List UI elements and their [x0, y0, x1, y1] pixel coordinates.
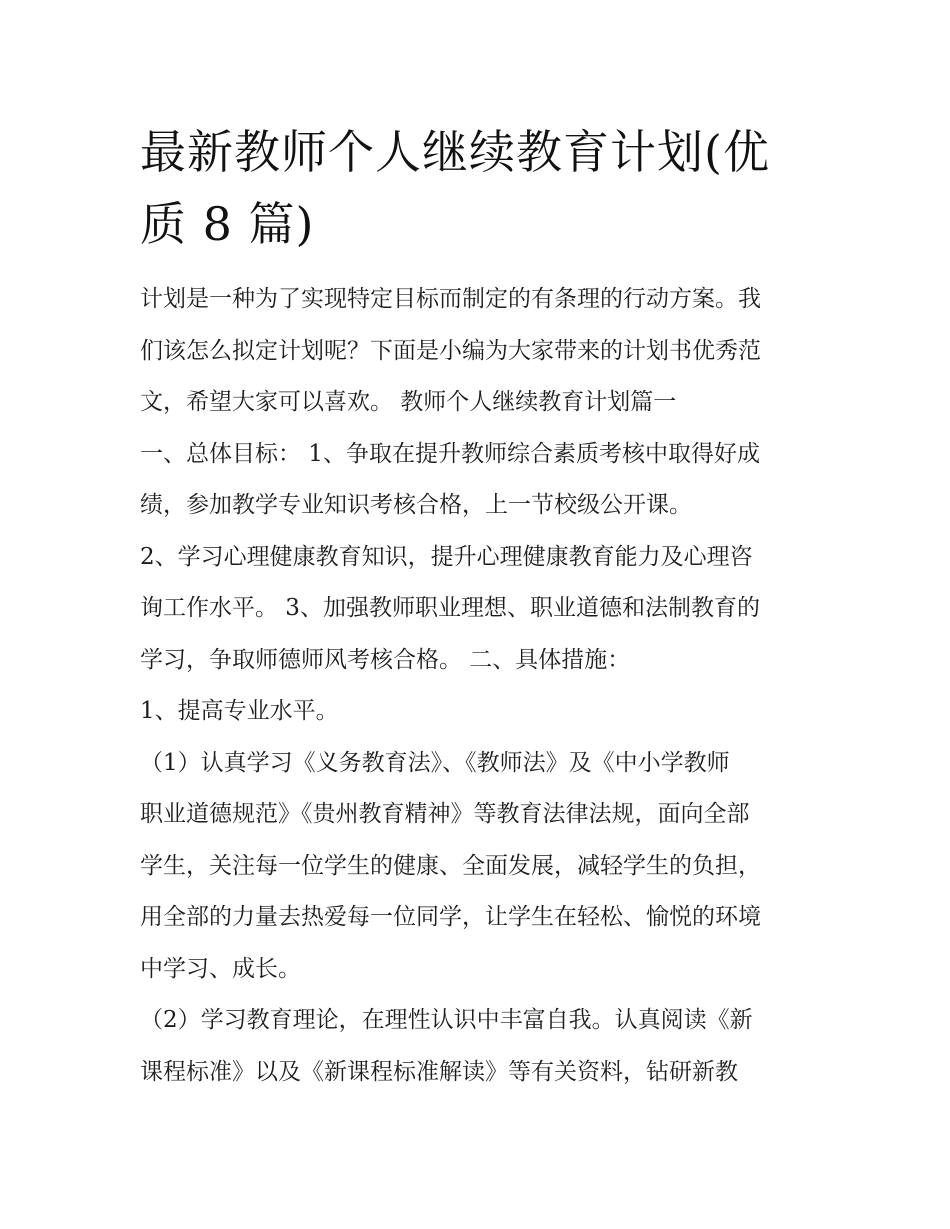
- body-line: 1、提高专业水平。: [140, 698, 339, 724]
- document-title: [140, 116, 820, 260]
- body-line: 学生，关注每一位学生的健康、全面发展，减轻学生的负担，: [140, 852, 761, 879]
- title-line: 最新教师个人继续教育计划(优: [140, 125, 770, 179]
- document-body: [140, 274, 830, 1098]
- body-line: 文，希望大家可以喜欢。 教师个人继续教育计划篇一: [140, 389, 677, 415]
- body-line: 绩，参加教学专业知识考核合格，上一节校级公开课。: [140, 492, 692, 518]
- body-line: 课程标准》以及《新课程标准解读》等有关资料，钻研新教: [140, 1058, 738, 1085]
- body-line: 中学习、成长。: [140, 955, 301, 982]
- body-line: 一、总体目标： 1、争取在提升教师综合素质考核中取得好成: [140, 440, 760, 467]
- body-line: 用全部的力量去热爱每一位同学，让学生在轻松、愉悦的环境: [140, 904, 761, 930]
- body-line: 学习，争取师德师风考核合格。 二、具体措施：: [140, 646, 631, 673]
- body-line: （2）学习教育理论，在理性认识中丰富自我。认真阅读《新: [140, 1007, 753, 1033]
- body-line: 2、学习心理健康教育知识，提升心理健康教育能力及心理咨: [140, 543, 753, 570]
- body-line: 们该怎么拟定计划呢？下面是小编为大家带来的计划书优秀范: [140, 337, 761, 364]
- body-line: 职业道德规范》《贵州教育精神》等教育法律法规，面向全部: [140, 801, 750, 827]
- body-line: （1）认真学习《义务教育法》、《教师法》及《中小学教师: [140, 749, 730, 776]
- title-line: 质 8 篇): [140, 197, 315, 251]
- body-line: 计划是一种为了实现特定目标而制定的有条理的行动方案。我: [140, 286, 761, 312]
- body-line: 询工作水平。 3、加强教师职业理想、职业道德和法制教育的: [140, 595, 760, 621]
